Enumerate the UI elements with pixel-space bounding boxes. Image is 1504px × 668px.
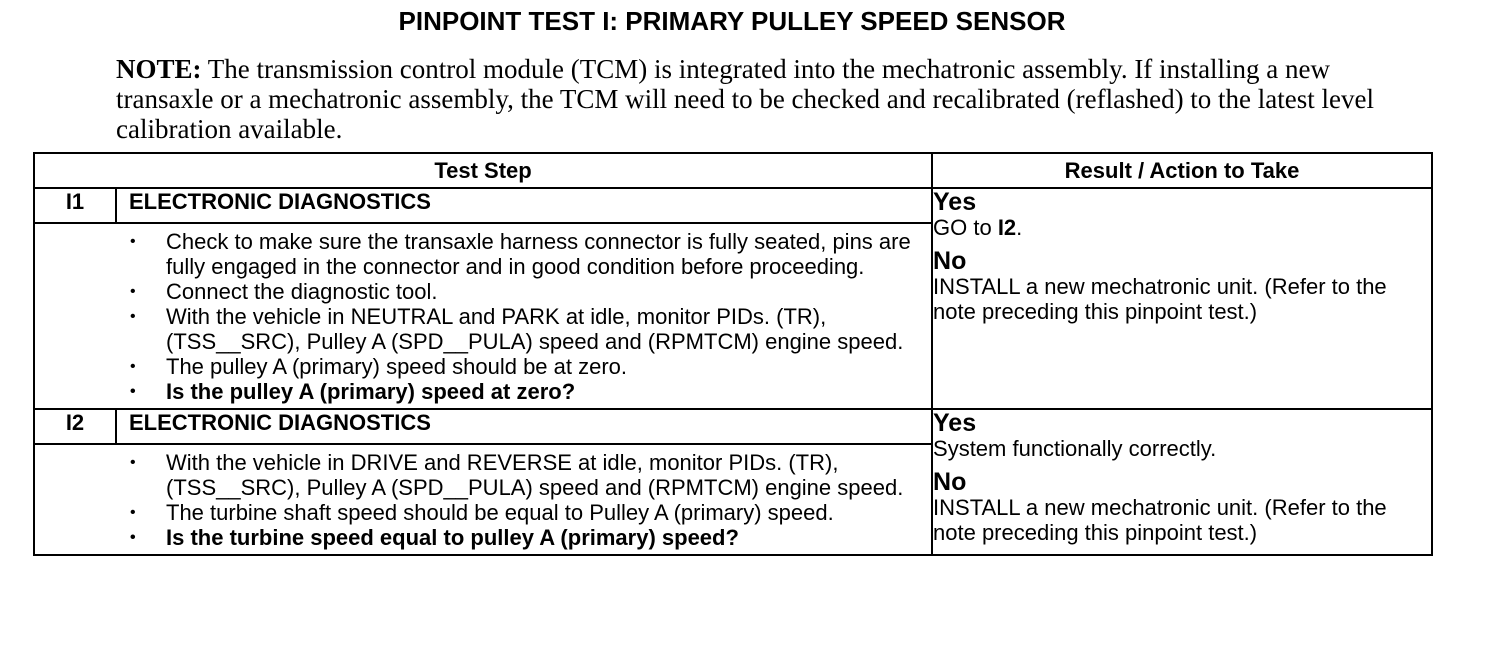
step-number: I1 <box>34 188 116 223</box>
list-item: • Check to make sure the transaxle harness connector is fully seated, pins are fully engaged in the connector and in good condition before proceeding. <box>116 229 931 279</box>
step-number-spacer <box>34 223 116 409</box>
table-header-row <box>34 153 1432 188</box>
no-action: INSTALL a new mechatronic unit. (Refer to the note preceding this pinpoint test.) <box>933 495 1387 545</box>
note-text: The transmission control module (TCM) is integrated into the mechatronic assembly. If installing a new transaxle or a mechatronic assembly, the TCM will need to be checked and recalibrated (reflashed) to the latest level calibration available. <box>116 54 1374 144</box>
header-test-step: Test Step <box>34 153 932 188</box>
step-bullet-list <box>116 224 931 408</box>
step-bullet-list <box>116 445 931 554</box>
step-heading-row <box>34 409 1432 444</box>
page-title: PINPOINT TEST I: PRIMARY PULLEY SPEED SENSOR <box>398 6 1066 36</box>
step-instructions <box>116 444 932 555</box>
step-link-i2: I2 <box>997 215 1017 240</box>
no-label: No <box>933 247 967 275</box>
list-item-question: • Is the turbine speed equal to pulley A (primary) speed? <box>116 525 931 550</box>
step-number-spacer <box>34 444 116 555</box>
no-action: INSTALL a new mechatronic unit. (Refer to the note preceding this pinpoint test.) <box>933 274 1387 324</box>
list-item: • The turbine shaft speed should be equal to Pulley A (primary) speed. <box>116 500 931 525</box>
step-heading: ELECTRONIC DIAGNOSTICS <box>116 409 932 444</box>
step-heading: ELECTRONIC DIAGNOSTICS <box>116 188 932 223</box>
note-paragraph <box>116 54 1376 144</box>
step-result-cell <box>932 188 1432 409</box>
list-item: • With the vehicle in NEUTRAL and PARK at idle, monitor PIDs. (TR), (TSS__SRC), Pulley A (SPD__PULA) speed and (RPMTCM) engine speed. <box>116 304 931 354</box>
list-item: • Connect the diagnostic tool. <box>116 279 931 304</box>
note-label: NOTE: <box>116 54 202 84</box>
yes-action: System functionally correctly. <box>933 436 1217 461</box>
yes-action: GO to I2. <box>933 215 1023 240</box>
yes-label: Yes <box>933 188 977 216</box>
list-item: • With the vehicle in DRIVE and REVERSE at idle, monitor PIDs. (TR), (TSS__SRC), Pulley A (SPD__PULA) speed and (RPMTCM) engine speed. <box>116 450 931 500</box>
pinpoint-test-table <box>33 152 1433 556</box>
step-heading-row <box>34 188 1432 223</box>
list-item: • The pulley A (primary) speed should be at zero. <box>116 354 931 379</box>
yes-label: Yes <box>933 409 977 437</box>
no-label: No <box>933 468 967 496</box>
list-item-question: • Is the pulley A (primary) speed at zero? <box>116 379 931 404</box>
step-result-cell <box>932 409 1432 555</box>
header-result-action: Result / Action to Take <box>932 153 1432 188</box>
step-number: I2 <box>34 409 116 444</box>
step-instructions <box>116 223 932 409</box>
